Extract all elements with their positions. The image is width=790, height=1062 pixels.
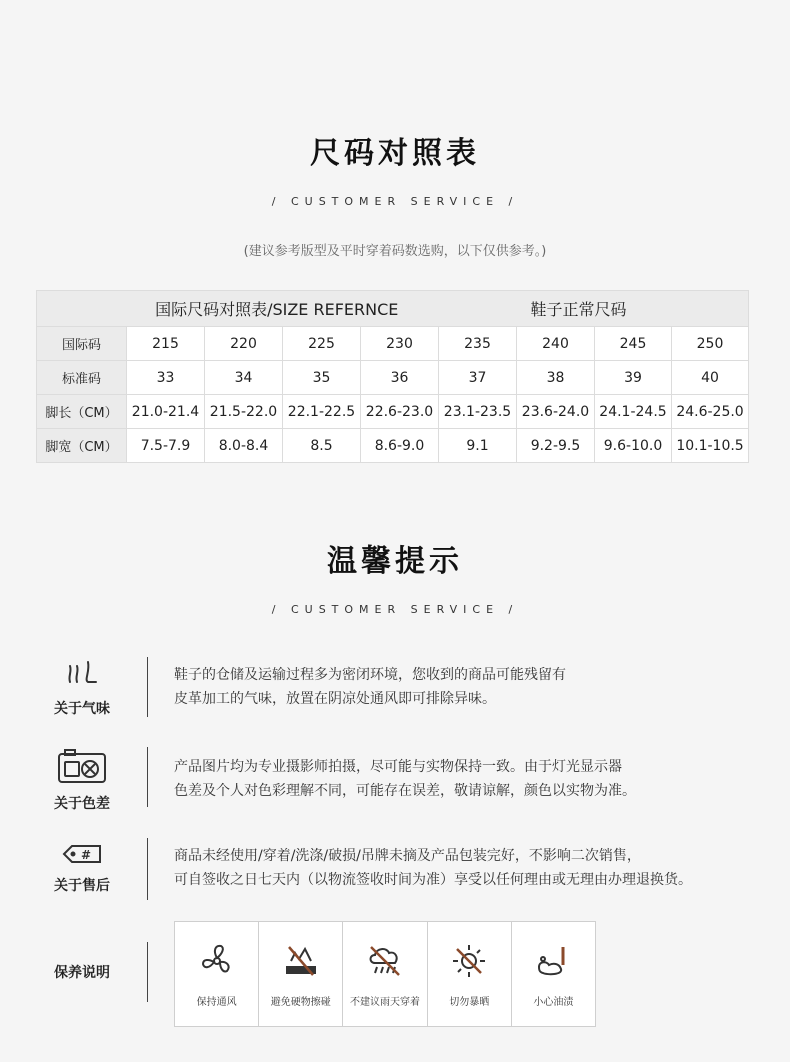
table-cell: 8.5 <box>283 429 361 463</box>
size-chart-subtitle: / CUSTOMER SERVICE / <box>271 195 519 208</box>
size-table-title: 国际尺码对照表/SIZE REFERNCE <box>37 291 517 327</box>
table-cell: 250 <box>672 327 749 361</box>
table-cell: 33 <box>127 361 205 395</box>
table-row <box>37 327 749 361</box>
no-hard-object-icon <box>281 941 321 985</box>
table-cell: 24.1-24.5 <box>595 395 672 429</box>
tip-line: 商品未经使用/穿着/洗涤/破损/吊牌未摘及产品包装完好，不影响二次销售， <box>174 848 641 864</box>
tip-text-smell <box>174 663 774 711</box>
row-label: 脚长（CM） <box>37 395 127 429</box>
tip-text-color <box>174 755 774 803</box>
tip-line: 皮革加工的气味，放置在阴凉处通风即可排除异味。 <box>174 691 496 707</box>
care-item-label: 切勿暴晒 <box>449 996 490 1008</box>
tips-subtitle: / CUSTOMER SERVICE / <box>271 603 519 616</box>
table-cell: 9.6-10.0 <box>595 429 672 463</box>
table-cell: 7.5-7.9 <box>127 429 205 463</box>
care-item <box>428 922 512 1026</box>
tip-label-color: 关于色差 <box>54 796 110 812</box>
table-cell: 245 <box>595 327 672 361</box>
table-cell: 34 <box>205 361 283 395</box>
table-cell: 38 <box>517 361 595 395</box>
table-cell: 10.1-10.5 <box>672 429 749 463</box>
table-row <box>37 395 749 429</box>
care-label: 保养说明 <box>54 965 110 981</box>
table-cell: 240 <box>517 327 595 361</box>
table-cell: 225 <box>283 327 361 361</box>
table-cell: 36 <box>361 361 439 395</box>
care-item-label: 小心油渍 <box>533 996 574 1008</box>
size-table-header <box>37 291 749 327</box>
care-item <box>512 922 595 1026</box>
table-cell: 40 <box>672 361 749 395</box>
table-cell: 39 <box>595 361 672 395</box>
tip-line: 鞋子的仓储及运输过程多为密闭环境，您收到的商品可能残留有 <box>174 667 566 683</box>
care-box <box>174 921 596 1027</box>
row-label: 脚宽（CM） <box>37 429 127 463</box>
size-table-right-title: 鞋子正常尺码 <box>517 291 749 327</box>
table-cell: 230 <box>361 327 439 361</box>
tag-icon <box>40 843 124 869</box>
tag-icon-text: # <box>81 848 92 862</box>
no-rain-icon <box>365 941 405 985</box>
table-cell: 22.6-23.0 <box>361 395 439 429</box>
table-cell: 22.1-22.5 <box>283 395 361 429</box>
care-item-label: 保持通风 <box>196 996 237 1008</box>
divider <box>147 657 148 717</box>
size-chart-title: 尺码对照表 <box>310 136 480 171</box>
table-cell: 8.6-9.0 <box>361 429 439 463</box>
tip-line: 色差及个人对色彩理解不同，可能存在误差，敬请谅解，颜色以实物为准。 <box>174 783 636 799</box>
table-cell: 24.6-25.0 <box>672 395 749 429</box>
tip-text-aftersales <box>174 844 774 892</box>
smell-icon <box>40 658 124 690</box>
table-row <box>37 361 749 395</box>
table-row <box>37 429 749 463</box>
tip-line: 产品图片均为专业摄影师拍摄，尽可能与实物保持一致。由于灯光显示器 <box>174 759 622 775</box>
table-cell: 9.2-9.5 <box>517 429 595 463</box>
tip-line: 可自签收之日七天内（以物流签收时间为准）享受以任何理由或无理由办理退换货。 <box>174 872 692 888</box>
row-label: 国际码 <box>37 327 127 361</box>
table-cell: 23.1-23.5 <box>439 395 517 429</box>
care-item <box>343 922 427 1026</box>
divider <box>147 747 148 807</box>
table-cell: 9.1 <box>439 429 517 463</box>
table-cell: 23.6-24.0 <box>517 395 595 429</box>
fan-icon <box>197 941 237 985</box>
table-cell: 21.0-21.4 <box>127 395 205 429</box>
size-chart-note: (建议参考版型及平时穿着码数选购，以下仅供参考。) <box>243 244 547 259</box>
no-sun-icon <box>449 941 489 985</box>
table-cell: 37 <box>439 361 517 395</box>
camera-icon <box>40 748 124 788</box>
oil-stain-icon <box>533 941 573 985</box>
care-item-label: 避免硬物擦碰 <box>270 996 331 1008</box>
tip-label-aftersales: 关于售后 <box>54 878 110 894</box>
table-cell: 215 <box>127 327 205 361</box>
care-item <box>175 922 259 1026</box>
table-cell: 35 <box>283 361 361 395</box>
divider <box>147 838 148 900</box>
size-table <box>36 290 749 463</box>
divider <box>147 942 148 1002</box>
tip-label-smell: 关于气味 <box>54 701 110 717</box>
row-label: 标准码 <box>37 361 127 395</box>
table-cell: 235 <box>439 327 517 361</box>
care-item <box>259 922 343 1026</box>
tips-title: 温馨提示 <box>327 544 463 579</box>
table-cell: 21.5-22.0 <box>205 395 283 429</box>
table-cell: 8.0-8.4 <box>205 429 283 463</box>
table-cell: 220 <box>205 327 283 361</box>
care-item-label: 不建议雨天穿着 <box>350 996 420 1008</box>
